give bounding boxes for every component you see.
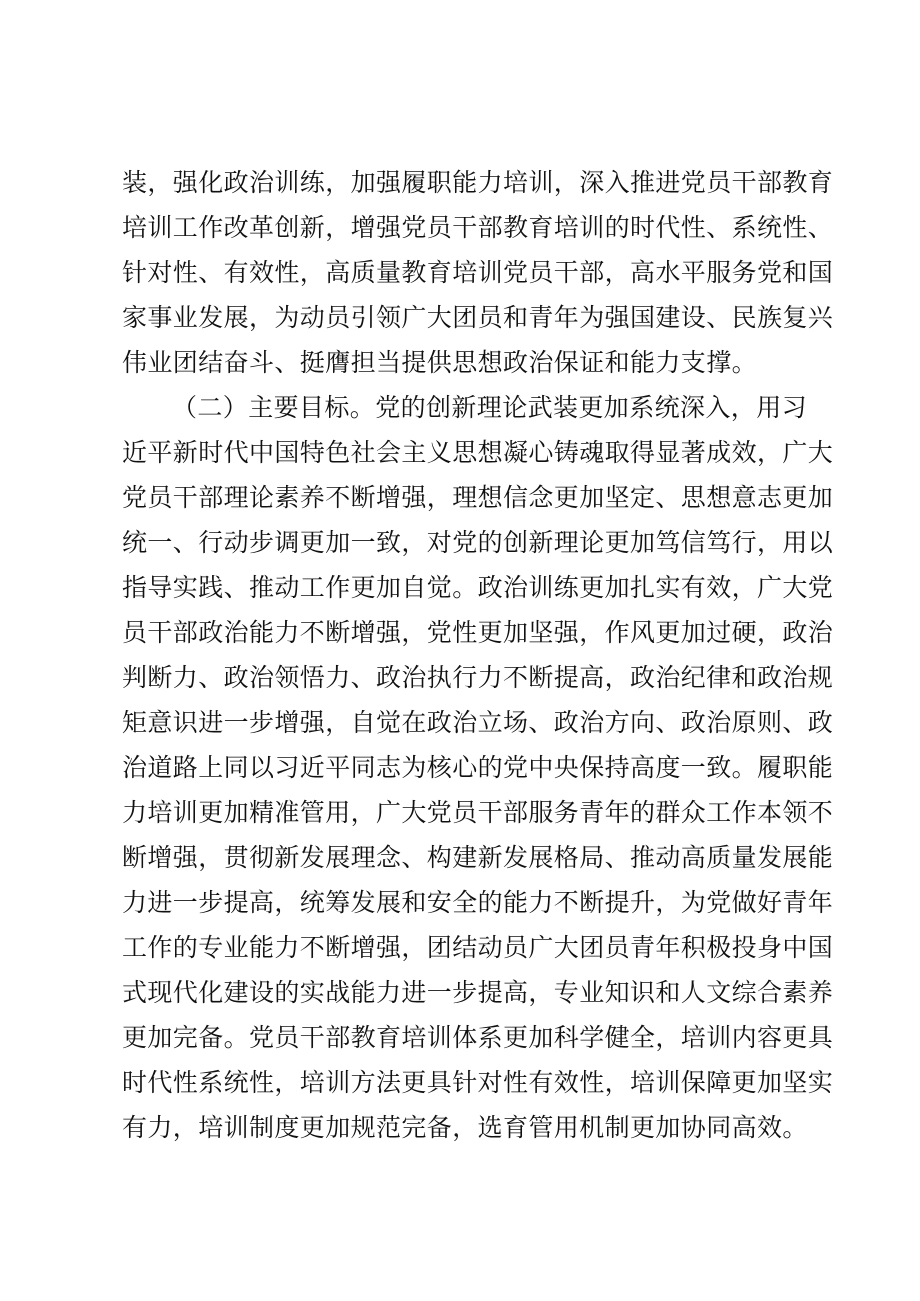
text-line: 式现代化建设的实战能力进一步提高，专业知识和人文综合素养	[122, 978, 834, 1007]
text-line: 矩意识进一步增强，自觉在政治立场、政治方向、政治原则、政	[122, 708, 834, 737]
text-line: 培训工作改革创新，增强党员干部教育培训的时代性、系统性、	[122, 213, 834, 242]
text-line: 员干部政治能力不断增强，党性更加坚强，作风更加过硬，政治	[122, 618, 834, 647]
text-line: 时代性系统性，培训方法更具针对性有效性，培训保障更加坚实	[122, 1068, 834, 1097]
text-line: 近平新时代中国特色社会主义思想凝心铸魂取得显著成效，广大	[122, 438, 834, 467]
section-heading-line: （二）主要目标。党的创新理论武装更加系统深入，用习	[172, 393, 808, 422]
text-line: 更加完备。党员干部教育培训体系更加科学健全，培训内容更具	[122, 1023, 834, 1052]
text-line: 家事业发展，为动员引领广大团员和青年为强国建设、民族复兴	[122, 303, 834, 332]
text-line: 判断力、政治领悟力、政治执行力不断提高，政治纪律和政治规	[122, 663, 834, 692]
text-line: 有力，培训制度更加规范完备，选育管用机制更加协同高效。	[122, 1113, 808, 1142]
text-line: 力进一步提高，统筹发展和安全的能力不断提升，为党做好青年	[122, 888, 834, 917]
text-line: 治道路上同以习近平同志为核心的党中央保持高度一致。履职能	[122, 753, 834, 782]
text-line: 断增强，贯彻新发展理念、构建新发展格局、推动高质量发展能	[122, 843, 834, 872]
text-line: 指导实践、推动工作更加自觉。政治训练更加扎实有效，广大党	[122, 573, 834, 602]
text-line: 统一、行动步调更加一致，对党的创新理论更加笃信笃行，用以	[122, 528, 834, 557]
text-line: 党员干部理论素养不断增强，理想信念更加坚定、思想意志更加	[122, 483, 834, 512]
text-line: 工作的专业能力不断增强，团结动员广大团员青年积极投身中国	[122, 933, 834, 962]
text-line: 力培训更加精准管用，广大党员干部服务青年的群众工作本领不	[122, 798, 834, 827]
text-line: 针对性、有效性，高质量教育培训党员干部，高水平服务党和国	[122, 258, 834, 287]
text-line: 装，强化政治训练，加强履职能力培训，深入推进党员干部教育	[122, 168, 834, 197]
text-line: 伟业团结奋斗、挺膺担当提供思想政治保证和能力支撑。	[122, 348, 758, 377]
